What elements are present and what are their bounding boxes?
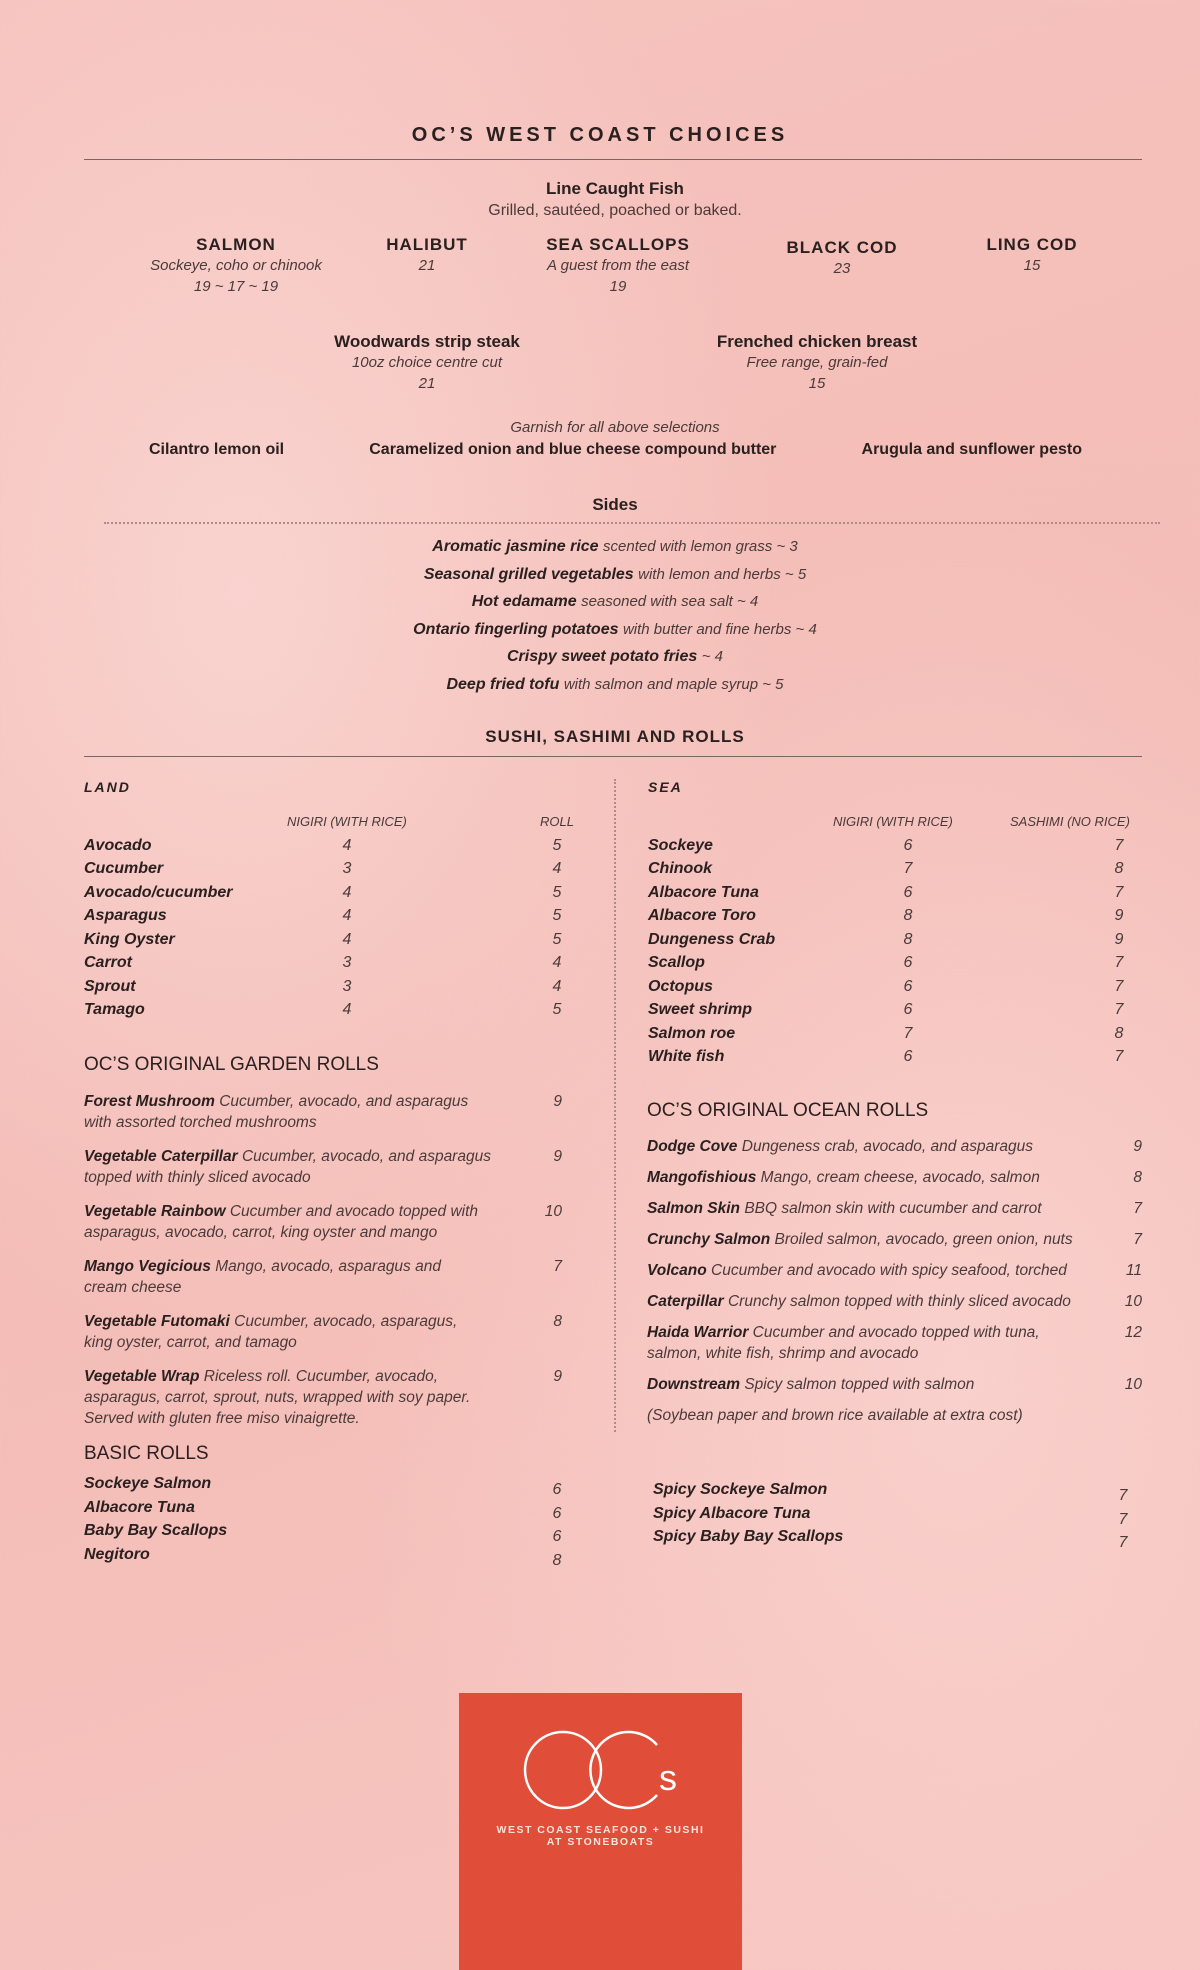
roll-price: 6: [552, 1481, 562, 1498]
roll-name: Caterpillar: [647, 1293, 724, 1310]
roll-name: Spicy Baby Bay Scallops: [653, 1528, 844, 1545]
garnish-item: Arugula and sunflower pesto: [861, 441, 1082, 458]
price-1: 6: [903, 977, 913, 995]
fish-price: 23: [833, 260, 851, 277]
garnish-label: Garnish for all above selections: [510, 419, 720, 436]
fish-item: [742, 237, 942, 279]
price-1: 6: [903, 1048, 913, 1065]
price-1: 3: [342, 860, 352, 877]
item-name: Sweet shrimp: [648, 1001, 753, 1018]
price-2: 5: [552, 1001, 562, 1018]
fish-price: 21: [418, 257, 436, 274]
roll-name: Mango Vegicious: [84, 1258, 211, 1275]
roll-name: Vegetable Futomaki: [84, 1313, 230, 1330]
sushi-title: SUSHI, SASHIMI AND ROLLS: [485, 727, 745, 746]
table-row: [84, 857, 584, 881]
side-item: [0, 616, 1200, 644]
roll-item: [647, 1260, 1142, 1281]
roll-name: Haida Warrior: [647, 1324, 749, 1341]
item-name: Avocado/cucumber: [84, 883, 233, 901]
price-1: 6: [903, 954, 913, 971]
roll-item: [84, 1311, 584, 1353]
basic-rolls-right: [653, 1478, 1142, 1549]
roll-name: Vegetable Caterpillar: [84, 1148, 238, 1165]
roll-name: Downstream: [647, 1376, 741, 1393]
logo-tagline-1: WEST COAST SEAFOOD + SUSHI: [496, 1824, 705, 1836]
item-name: Cucumber: [84, 860, 164, 877]
fish-desc: A guest from the east: [546, 257, 690, 274]
page-title: OC’S WEST COAST CHOICES: [411, 124, 789, 146]
fish-name: SEA SCALLOPS: [546, 235, 690, 254]
garden-rolls-title: OC’S ORIGINAL GARDEN ROLLS: [84, 1054, 379, 1075]
item-name: Albacore Toro: [648, 907, 756, 924]
fish-item: [932, 234, 1132, 276]
basic-rolls-left: [84, 1472, 584, 1569]
side-desc: with butter and fine herbs ~ 4: [622, 620, 817, 638]
price-2: 5: [552, 930, 562, 948]
roll-text: [647, 1136, 1098, 1157]
oc-logo-mark-icon: [459, 1693, 742, 1843]
fish-item: [518, 234, 718, 297]
roll-name: Vegetable Wrap: [84, 1368, 200, 1385]
roll-desc-cont: with assorted torched mushrooms: [84, 1114, 317, 1131]
price-1: 4: [342, 930, 352, 948]
basic-roll-row: [653, 1525, 1142, 1549]
main-price: 21: [418, 375, 436, 392]
price-1: 4: [342, 883, 352, 901]
roll-item: [84, 1256, 584, 1298]
price-2: 7: [1114, 1048, 1124, 1065]
roll-text: [647, 1167, 1098, 1188]
roll-item: [647, 1167, 1142, 1188]
price-1: 6: [903, 1001, 913, 1018]
price-1: 6: [903, 883, 913, 901]
ocean-rolls-title: OC’S ORIGINAL OCEAN ROLLS: [647, 1100, 929, 1121]
basic-roll-row: [84, 1543, 584, 1567]
sides-title: Sides: [592, 495, 638, 514]
roll-name: Dodge Cove: [647, 1138, 738, 1155]
side-desc: with lemon and herbs ~ 5: [638, 565, 807, 583]
column-header: ROLL: [540, 814, 574, 829]
roll-price: 9: [553, 1368, 562, 1385]
main-desc: 10oz choice centre cut: [351, 354, 503, 371]
item-name: Sprout: [84, 977, 136, 995]
roll-name: Volcano: [647, 1262, 707, 1279]
side-name: Hot edamame: [471, 593, 577, 611]
roll-desc: Cucumber, avocado, and asparagus: [219, 1093, 469, 1110]
price-2: 4: [552, 977, 562, 995]
land-title: LAND: [84, 779, 131, 795]
table-row: [648, 928, 1143, 952]
roll-price: 10: [1124, 1293, 1142, 1310]
roll-desc: Cucumber and avocado with spicy seafood, torched: [711, 1262, 1067, 1279]
line-caught-subtitle: Grilled, sautéed, poached or baked.: [488, 202, 742, 219]
roll-text: [647, 1260, 1098, 1281]
roll-item: [647, 1198, 1142, 1219]
price-2: 5: [552, 883, 562, 901]
left-rolls-column: [84, 1053, 584, 1569]
table-header: [84, 810, 584, 834]
roll-price: 7: [1118, 1487, 1128, 1504]
item-name: White fish: [648, 1048, 725, 1065]
price-2: 7: [1114, 1001, 1124, 1018]
roll-desc: BBQ salmon skin with cucumber and carrot: [744, 1200, 1042, 1217]
roll-name: Spicy Sockeye Salmon: [653, 1481, 828, 1498]
table-row: [648, 998, 1143, 1022]
roll-desc: Spicy salmon topped with salmon: [744, 1376, 975, 1393]
item-name: Octopus: [648, 977, 713, 995]
garnish-item: Caramelized onion and blue cheese compound butter: [369, 441, 777, 458]
roll-text: [647, 1374, 1098, 1395]
main-price: 15: [808, 375, 826, 392]
roll-price: 11: [1125, 1262, 1142, 1279]
price-2: 5: [552, 836, 562, 854]
side-desc: scented with lemon grass ~ 3: [603, 538, 798, 555]
roll-text: [84, 1146, 518, 1188]
basic-roll-row: [84, 1496, 584, 1520]
item-name: Dungeness Crab: [648, 930, 776, 948]
table-header: [648, 810, 1143, 834]
side-item: [0, 643, 1200, 671]
roll-text: [84, 1366, 518, 1429]
item-name: Asparagus: [84, 907, 167, 924]
table-row: [84, 998, 584, 1022]
logo-tagline-2: AT STONEBOATS: [546, 1836, 655, 1848]
roll-item: [647, 1136, 1142, 1157]
table-row: [648, 904, 1143, 928]
roll-price: 9: [553, 1093, 562, 1110]
price-2: 4: [552, 860, 562, 877]
roll-item: [647, 1291, 1142, 1312]
land-table: [84, 810, 584, 1022]
item-name: Carrot: [84, 954, 133, 971]
roll-name: Spicy Albacore Tuna: [653, 1504, 811, 1522]
roll-desc-cont: cream cheese: [84, 1279, 182, 1296]
garden-rolls-list: [84, 1091, 584, 1429]
table-row: [648, 951, 1143, 975]
basic-rolls-title: BASIC ROLLS: [84, 1443, 209, 1464]
price-2: 7: [1114, 883, 1124, 901]
column-divider: [614, 779, 616, 1432]
roll-desc: Mango, avocado, asparagus and: [215, 1258, 441, 1275]
line-caught-title: Line Caught Fish: [546, 179, 684, 198]
title-rule: [84, 159, 1142, 160]
side-name: Seasonal grilled vegetables: [423, 565, 634, 583]
item-name: Sockeye: [648, 836, 713, 854]
roll-item: [647, 1322, 1142, 1364]
price-2: 8: [1114, 860, 1124, 877]
side-item: [0, 561, 1200, 589]
roll-name: Baby Bay Scallops: [84, 1522, 228, 1539]
basic-roll-row: [653, 1502, 1142, 1526]
roll-price: 12: [1124, 1324, 1142, 1341]
fish-desc: Sockeye, coho or chinook: [150, 257, 322, 274]
roll-price: 8: [552, 1551, 562, 1569]
sushi-rule: [84, 756, 1142, 757]
ocean-rolls-list: [647, 1136, 1142, 1395]
roll-desc-cont: topped with thinly sliced avocado: [84, 1169, 311, 1186]
roll-price: 6: [552, 1528, 562, 1545]
side-name: Deep fried tofu: [446, 675, 560, 693]
fish-price: 19: [609, 278, 627, 295]
side-item: [0, 533, 1200, 561]
roll-text: [647, 1229, 1098, 1250]
price-1: 4: [342, 1001, 352, 1018]
price-1: 3: [342, 954, 352, 971]
basic-roll-row: [653, 1478, 1142, 1502]
main-item: [707, 331, 927, 394]
roll-text: [84, 1311, 518, 1353]
table-row: [84, 951, 584, 975]
roll-desc-cont: asparagus, carrot, sprout, nuts, wrapped with soy paper.: [84, 1389, 471, 1406]
side-name: Ontario fingerling potatoes: [413, 620, 619, 638]
roll-text: [84, 1256, 518, 1298]
roll-desc: Cucumber, avocado, and asparagus: [241, 1148, 491, 1165]
column-header: SASHIMI (NO RICE): [1010, 814, 1130, 829]
roll-text: [647, 1198, 1098, 1219]
price-1: 8: [903, 930, 913, 948]
side-name: Crispy sweet potato fries: [506, 648, 698, 666]
roll-name: Salmon Skin: [647, 1200, 741, 1217]
roll-item: [84, 1146, 584, 1188]
roll-desc-cont: Served with gluten free miso vinaigrette.: [84, 1410, 360, 1427]
fish-name: LING COD: [986, 235, 1078, 254]
roll-price: 7: [1118, 1510, 1128, 1528]
price-2: 4: [552, 954, 562, 971]
price-1: 3: [342, 977, 352, 995]
ocean-rolls-note: (Soybean paper and brown rice available at extra cost): [647, 1407, 1023, 1424]
table-row: [648, 975, 1143, 999]
side-desc: seasoned with sea salt ~ 4: [581, 593, 759, 611]
roll-price: 7: [1133, 1200, 1142, 1217]
right-rolls-column: [647, 1099, 1142, 1549]
item-name: Avocado: [84, 836, 152, 854]
roll-desc: Broiled salmon, avocado, green onion, nuts: [774, 1231, 1073, 1248]
price-2: 9: [1114, 907, 1124, 924]
roll-price: 8: [1133, 1169, 1142, 1186]
price-2: 7: [1114, 836, 1124, 854]
sides-list: [0, 533, 1200, 699]
roll-name: Mangofishious: [647, 1169, 757, 1186]
roll-text: [647, 1322, 1098, 1364]
column-header: NIGIRI (WITH RICE): [833, 814, 953, 829]
roll-item: [647, 1374, 1142, 1395]
roll-item: [647, 1229, 1142, 1250]
basic-roll-row: [84, 1472, 584, 1496]
side-item: [0, 588, 1200, 616]
price-1: 4: [342, 907, 352, 924]
price-1: 4: [342, 836, 352, 854]
roll-desc: Dungeness crab, avocado, and asparagus: [741, 1138, 1034, 1155]
roll-desc-cont: salmon, white fish, shrimp and avocado: [647, 1345, 919, 1362]
roll-item: [84, 1091, 584, 1133]
main-item: [317, 331, 537, 394]
main-desc: Free range, grain-fed: [746, 354, 888, 371]
restaurant-logo: [459, 1693, 742, 1970]
garnish-list: [84, 441, 1142, 459]
svg-text:s: s: [659, 1757, 677, 1798]
price-1: 7: [903, 860, 913, 877]
roll-name: Albacore Tuna: [84, 1498, 195, 1516]
item-name: Salmon roe: [648, 1024, 736, 1042]
price-2: 7: [1114, 954, 1124, 971]
table-row: [648, 1045, 1143, 1069]
side-desc: ~ 4: [701, 648, 723, 666]
item-name: Scallop: [648, 954, 705, 971]
column-header: NIGIRI (WITH RICE): [287, 814, 407, 829]
roll-price: 10: [544, 1203, 562, 1220]
roll-name: Vegetable Rainbow: [84, 1203, 226, 1220]
roll-price: 9: [553, 1148, 562, 1165]
roll-name: Sockeye Salmon: [84, 1475, 212, 1492]
garnish-item: Cilantro lemon oil: [149, 441, 285, 458]
roll-price: 7: [553, 1258, 562, 1275]
table-row: [648, 1022, 1143, 1046]
item-name: Tamago: [84, 1001, 145, 1018]
fish-item: [136, 234, 336, 297]
fish-price: 19 ~ 17 ~ 19: [193, 278, 279, 295]
side-desc: with salmon and maple syrup ~ 5: [563, 675, 784, 693]
roll-price: 6: [552, 1504, 562, 1522]
fish-name: BLACK COD: [786, 238, 898, 257]
roll-price: 10: [1124, 1376, 1142, 1393]
roll-name: Negitoro: [84, 1545, 150, 1563]
fish-name: SALMON: [196, 235, 276, 254]
fish-price: 15: [1023, 257, 1041, 274]
main-name: Frenched chicken breast: [716, 332, 918, 351]
roll-item: [84, 1201, 584, 1243]
roll-price: 7: [1133, 1231, 1142, 1248]
price-2: 8: [1114, 1024, 1124, 1042]
roll-text: [84, 1201, 518, 1243]
basic-roll-row: [84, 1519, 584, 1543]
side-item: [0, 671, 1200, 699]
table-row: [84, 928, 584, 952]
roll-desc: Cucumber and avocado topped with tuna,: [752, 1324, 1040, 1341]
roll-desc-cont: king oyster, carrot, and tamago: [84, 1334, 297, 1351]
table-row: [84, 904, 584, 928]
roll-text: [84, 1091, 518, 1133]
roll-price: 7: [1118, 1534, 1128, 1551]
price-1: 6: [903, 836, 913, 854]
item-name: Albacore Tuna: [648, 883, 759, 901]
table-row: [84, 975, 584, 999]
roll-price: 8: [553, 1313, 562, 1330]
price-2: 5: [552, 907, 562, 924]
table-row: [84, 834, 584, 858]
table-row: [84, 881, 584, 905]
main-name: Woodwards strip steak: [334, 332, 520, 351]
roll-desc: Cucumber, avocado, asparagus,: [234, 1313, 458, 1330]
roll-price: 9: [1133, 1138, 1142, 1155]
sides-dotted-rule: [104, 522, 1160, 524]
item-name: King Oyster: [84, 930, 175, 948]
roll-name: Crunchy Salmon: [647, 1231, 771, 1248]
roll-name: Forest Mushroom: [84, 1093, 215, 1110]
roll-desc: Cucumber and avocado topped with: [229, 1203, 479, 1220]
price-1: 7: [903, 1024, 913, 1042]
price-1: 8: [903, 907, 913, 924]
roll-desc-cont: asparagus, avocado, carrot, king oyster and mango: [84, 1224, 438, 1241]
roll-desc: Mango, cream cheese, avocado, salmon: [760, 1169, 1040, 1186]
price-2: 9: [1114, 930, 1124, 948]
price-2: 7: [1114, 977, 1124, 995]
item-name: Chinook: [648, 860, 712, 877]
roll-desc: Crunchy salmon topped with thinly sliced avocado: [727, 1293, 1071, 1310]
fish-name: HALIBUT: [386, 235, 468, 254]
side-name: Aromatic jasmine rice: [432, 538, 599, 555]
roll-item: [84, 1366, 584, 1429]
table-row: [648, 857, 1143, 881]
table-row: [648, 834, 1143, 858]
roll-desc: Riceless roll. Cucumber, avocado,: [203, 1368, 439, 1385]
sea-table: [648, 810, 1143, 1069]
sea-title: SEA: [648, 779, 683, 795]
line-caught-section: [0, 178, 1200, 222]
fish-item: [327, 234, 527, 276]
roll-text: [647, 1291, 1098, 1312]
table-row: [648, 881, 1143, 905]
